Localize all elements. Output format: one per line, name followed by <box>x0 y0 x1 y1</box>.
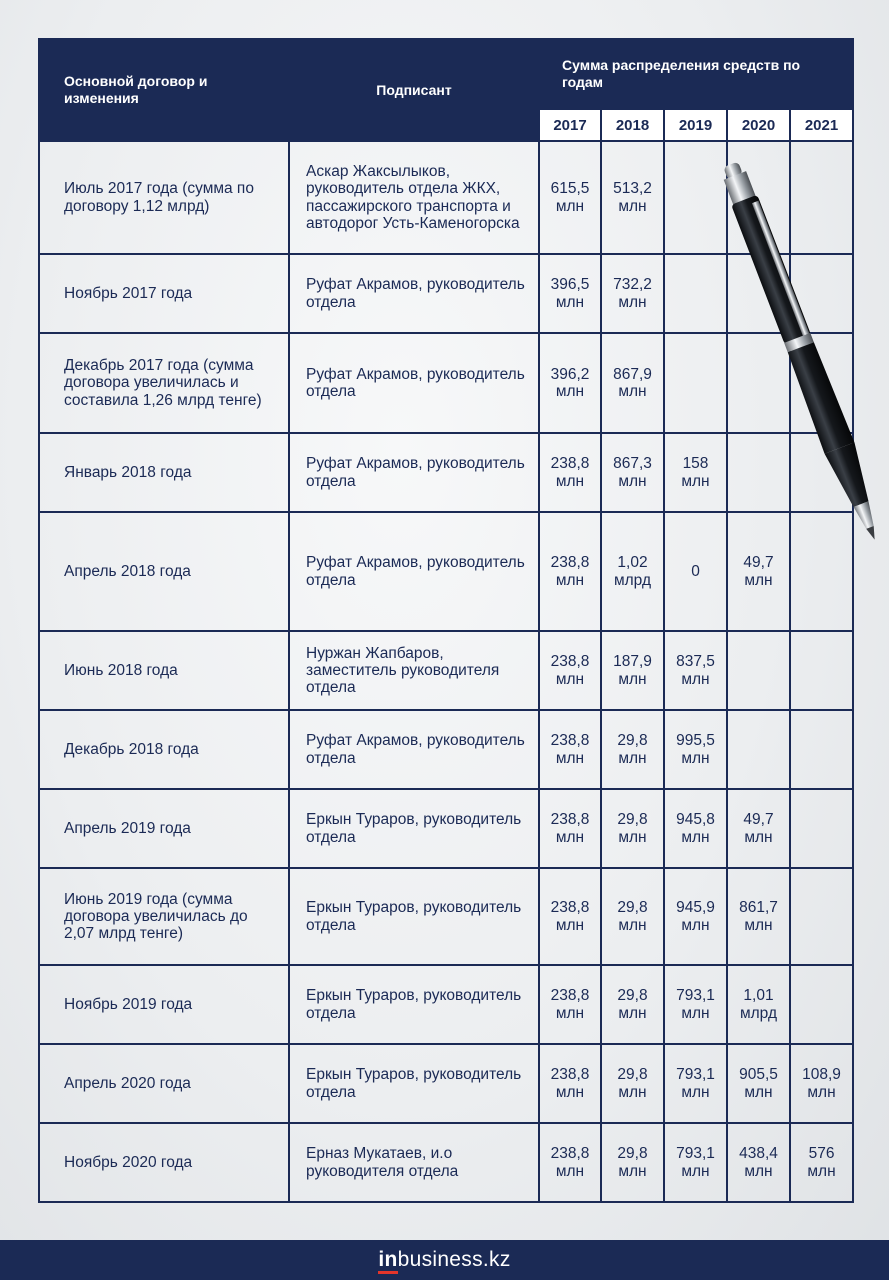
table-row <box>39 512 853 631</box>
amount-cell: 49,7 млн <box>727 789 790 868</box>
header-signer: Подписант <box>289 39 539 141</box>
amount-cell: 238,8 млн <box>539 965 601 1044</box>
amount-cell <box>790 868 853 965</box>
amount-cell <box>790 141 853 254</box>
amount-cell: 945,9 млн <box>664 868 727 965</box>
amount-cell: 29,8 млн <box>601 789 664 868</box>
contract-cell: Январь 2018 года <box>39 433 289 512</box>
amount-cell: 238,8 млн <box>539 512 601 631</box>
amount-cell <box>790 333 853 433</box>
amount-cell: 396,2 млн <box>539 333 601 433</box>
amount-cell: 513,2 млн <box>601 141 664 254</box>
contract-cell: Апрель 2019 года <box>39 789 289 868</box>
header-contract: Основной договор и изменения <box>39 39 289 141</box>
amount-cell: 615,5 млн <box>539 141 601 254</box>
amount-cell: 29,8 млн <box>601 868 664 965</box>
amount-cell: 995,5 млн <box>664 710 727 789</box>
signer-cell: Еркын Тураров, руководитель отдела <box>289 789 539 868</box>
contract-cell: Апрель 2020 года <box>39 1044 289 1123</box>
amount-cell: 1,01 млрд <box>727 965 790 1044</box>
amount-cell <box>727 631 790 710</box>
amount-cell: 29,8 млн <box>601 965 664 1044</box>
table-row <box>39 868 853 965</box>
amount-cell: 837,5 млн <box>664 631 727 710</box>
amount-cell: 29,8 млн <box>601 1044 664 1123</box>
table-row <box>39 141 853 254</box>
amount-cell: 0 <box>664 512 727 631</box>
amount-cell: 793,1 млн <box>664 965 727 1044</box>
amount-cell <box>790 631 853 710</box>
year-2020: 2020 <box>727 109 790 141</box>
table-row <box>39 631 853 710</box>
table-row <box>39 710 853 789</box>
amount-cell <box>790 965 853 1044</box>
contract-cell: Декабрь 2017 года (сумма договора увеличилась и составила 1,26 млрд тенге) <box>39 333 289 433</box>
amount-cell <box>790 512 853 631</box>
logo-in: in <box>378 1248 397 1274</box>
contract-cell: Ноябрь 2020 года <box>39 1123 289 1202</box>
contract-cell: Ноябрь 2017 года <box>39 254 289 333</box>
signer-cell: Руфат Акрамов, руководитель отдела <box>289 512 539 631</box>
amount-cell <box>664 333 727 433</box>
amount-cell <box>664 254 727 333</box>
signer-cell: Руфат Акрамов, руководитель отдела <box>289 254 539 333</box>
table-row <box>39 1123 853 1202</box>
table-row <box>39 433 853 512</box>
amount-cell: 732,2 млн <box>601 254 664 333</box>
inbusiness-logo <box>0 1240 889 1280</box>
header-amounts: Сумма распределения средств по годам <box>539 39 853 109</box>
signer-cell: Ерназ Мукатаев, и.о руководителя отдела <box>289 1123 539 1202</box>
logo-domain: business.kz <box>397 1248 511 1271</box>
amount-cell: 867,9 млн <box>601 333 664 433</box>
year-2018: 2018 <box>601 109 664 141</box>
amount-cell: 29,8 млн <box>601 1123 664 1202</box>
amount-cell: 1,02 млрд <box>601 512 664 631</box>
contracts-table <box>38 38 854 1203</box>
amount-cell <box>664 141 727 254</box>
contract-cell: Июнь 2019 года (сумма договора увеличилась до 2,07 млрд тенге) <box>39 868 289 965</box>
amount-cell <box>790 789 853 868</box>
amount-cell <box>727 433 790 512</box>
amount-cell <box>727 254 790 333</box>
amount-cell: 49,7 млн <box>727 512 790 631</box>
signer-cell: Руфат Акрамов, руководитель отдела <box>289 710 539 789</box>
amount-cell <box>727 333 790 433</box>
amount-cell: 108,9 млн <box>790 1044 853 1123</box>
amount-cell <box>790 710 853 789</box>
amount-cell: 238,8 млн <box>539 433 601 512</box>
signer-cell: Аскар Жаксылыков, руководитель отдела ЖКХ, пассажирского транспорта и автодорог Усть-Каменогорска <box>289 141 539 254</box>
contract-cell: Июнь 2018 года <box>39 631 289 710</box>
contract-cell: Декабрь 2018 года <box>39 710 289 789</box>
signer-cell: Еркын Тураров, руководитель отдела <box>289 868 539 965</box>
amount-cell: 396,5 млн <box>539 254 601 333</box>
table-row <box>39 1044 853 1123</box>
amount-cell: 238,8 млн <box>539 710 601 789</box>
amount-cell: 905,5 млн <box>727 1044 790 1123</box>
amount-cell <box>727 710 790 789</box>
amount-cell: 576 млн <box>790 1123 853 1202</box>
amount-cell: 187,9 млн <box>601 631 664 710</box>
amount-cell: 29,8 млн <box>601 710 664 789</box>
contract-cell: Апрель 2018 года <box>39 512 289 631</box>
year-2019: 2019 <box>664 109 727 141</box>
year-2017: 2017 <box>539 109 601 141</box>
amount-cell: 238,8 млн <box>539 1123 601 1202</box>
amount-cell <box>790 254 853 333</box>
signer-cell: Еркын Тураров, руководитель отдела <box>289 1044 539 1123</box>
amount-cell: 238,8 млн <box>539 631 601 710</box>
amount-cell: 867,3 млн <box>601 433 664 512</box>
amount-cell: 238,8 млн <box>539 1044 601 1123</box>
signer-cell: Руфат Акрамов, руководитель отдела <box>289 333 539 433</box>
amount-cell <box>790 433 853 512</box>
contract-cell: Июль 2017 года (сумма по договору 1,12 млрд) <box>39 141 289 254</box>
contract-cell: Ноябрь 2019 года <box>39 965 289 1044</box>
amount-cell: 861,7 млн <box>727 868 790 965</box>
amount-cell: 238,8 млн <box>539 789 601 868</box>
signer-cell: Руфат Акрамов, руководитель отдела <box>289 433 539 512</box>
amount-cell: 438,4 млн <box>727 1123 790 1202</box>
amount-cell: 793,1 млн <box>664 1123 727 1202</box>
table-row <box>39 333 853 433</box>
amount-cell: 945,8 млн <box>664 789 727 868</box>
signer-cell: Еркын Тураров, руководитель отдела <box>289 965 539 1044</box>
table-row <box>39 965 853 1044</box>
amount-cell: 158 млн <box>664 433 727 512</box>
signer-cell: Нуржан Жапбаров, заместитель руководителя отдела <box>289 631 539 710</box>
table-row <box>39 789 853 868</box>
amount-cell: 238,8 млн <box>539 868 601 965</box>
table-row <box>39 254 853 333</box>
amount-cell: 793,1 млн <box>664 1044 727 1123</box>
amount-cell <box>727 141 790 254</box>
year-2021: 2021 <box>790 109 853 141</box>
